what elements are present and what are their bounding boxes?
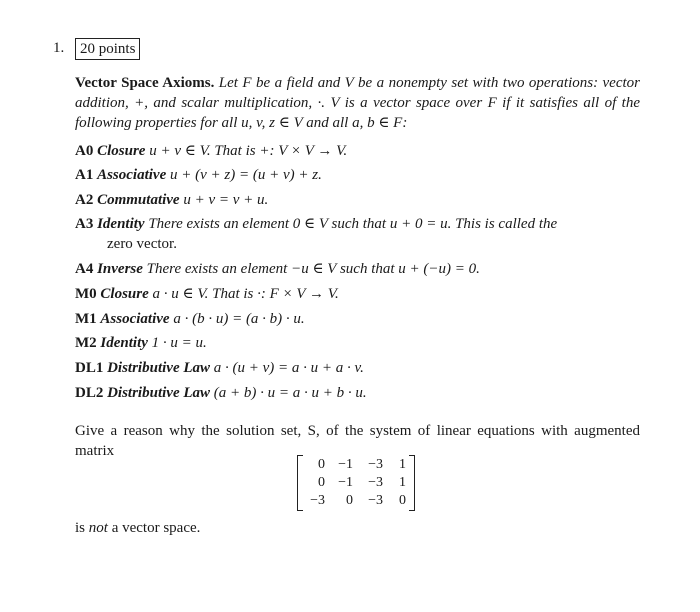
axiom-name: Identity (100, 335, 148, 351)
axiom-code: A2 (75, 192, 94, 208)
axiom-name: Identity (97, 216, 145, 232)
matrix-cell: 0 (318, 457, 325, 472)
matrix-cell: 1 (399, 475, 406, 490)
axiom-m2 (75, 333, 640, 353)
axiom-dl1 (75, 358, 640, 378)
axiom-code: M1 (75, 311, 97, 327)
axiom-desc: u + v = v + u. (183, 192, 269, 208)
axiom-code: A1 (75, 167, 94, 183)
axiom-code: M0 (75, 286, 97, 302)
matrix-cell: 1 (399, 457, 406, 472)
axiom-name: Associative (100, 311, 170, 327)
axiom-a2 (75, 190, 640, 210)
axiom-name: Closure (100, 286, 149, 302)
closing-emphasis: not (88, 520, 108, 536)
axiom-desc: u + (v + z) = (u + v) + z. (170, 167, 322, 183)
matrix-cell: −3 (368, 475, 383, 490)
axiom-code: A4 (75, 261, 94, 277)
axiom-a0 (75, 141, 640, 161)
axiom-name: Associative (97, 167, 167, 183)
problem-number: 1. (53, 40, 65, 56)
axiom-desc: u + v ∈ V. That is +: V × V → V. (149, 143, 348, 159)
intro-text: Let F be a field and V be a nonempty set with two operations: vector addition, +, and scalar multiplication, ·. V is a vector space over F if it satisfies all of the following properties for all u, v, z ∈ V and all a, b ∈ F: (75, 75, 641, 131)
matrix-cell: −1 (338, 457, 353, 472)
axiom-continuation: zero vector. (107, 236, 177, 252)
closing-suffix: a vector space. (111, 520, 201, 536)
axiom-desc: There exists an element −u ∈ V such that u + (−u) = 0. (146, 261, 480, 277)
matrix-cell: −3 (368, 493, 383, 508)
axiom-a3 (75, 214, 640, 254)
points-box: 20 points (75, 38, 140, 60)
matrix-cell: −3 (368, 457, 383, 472)
matrix-cell: −1 (338, 475, 353, 490)
intro-paragraph (75, 73, 640, 133)
closing-prefix: is (75, 520, 86, 536)
axiom-desc: a · (b · u) = (a · b) · u. (173, 311, 305, 327)
axiom-code: A0 (75, 143, 94, 159)
axiom-code: DL2 (75, 385, 104, 401)
matrix-cell: 0 (399, 493, 406, 508)
axiom-name: Inverse (97, 261, 143, 277)
axiom-m0 (75, 284, 640, 304)
axiom-code: M2 (75, 335, 97, 351)
axiom-name: Distributive Law (107, 385, 211, 401)
matrix-right-bracket (409, 455, 415, 511)
augmented-matrix (297, 455, 415, 511)
intro-title: Vector Space Axioms. (75, 75, 215, 91)
axiom-dl2 (75, 383, 640, 403)
axiom-desc: There exists an element 0 ∈ V such that u + 0 = u. This is called the (148, 216, 558, 232)
matrix-cell: 0 (346, 493, 353, 508)
matrix-cell: 0 (318, 475, 325, 490)
question-text: Give a reason why the solution set, S, of the system of linear equations with augmented matrix (75, 423, 640, 459)
axiom-code: DL1 (75, 360, 104, 376)
closing-text (75, 518, 200, 538)
axiom-desc: 1 · u = u. (151, 335, 207, 351)
axiom-a1 (75, 165, 640, 185)
axiom-desc: a · u ∈ V. That is ·: F × V → V. (152, 286, 339, 302)
axiom-a4 (75, 259, 640, 279)
axiom-name: Closure (97, 143, 146, 159)
axiom-name: Commutative (97, 192, 180, 208)
axiom-desc: (a + b) · u = a · u + b · u. (213, 385, 367, 401)
axiom-name: Distributive Law (107, 360, 211, 376)
matrix-cell: −3 (310, 493, 325, 508)
axiom-code: A3 (75, 216, 94, 232)
axiom-m1 (75, 309, 640, 329)
axiom-desc: a · (u + v) = a · u + a · v. (213, 360, 364, 376)
